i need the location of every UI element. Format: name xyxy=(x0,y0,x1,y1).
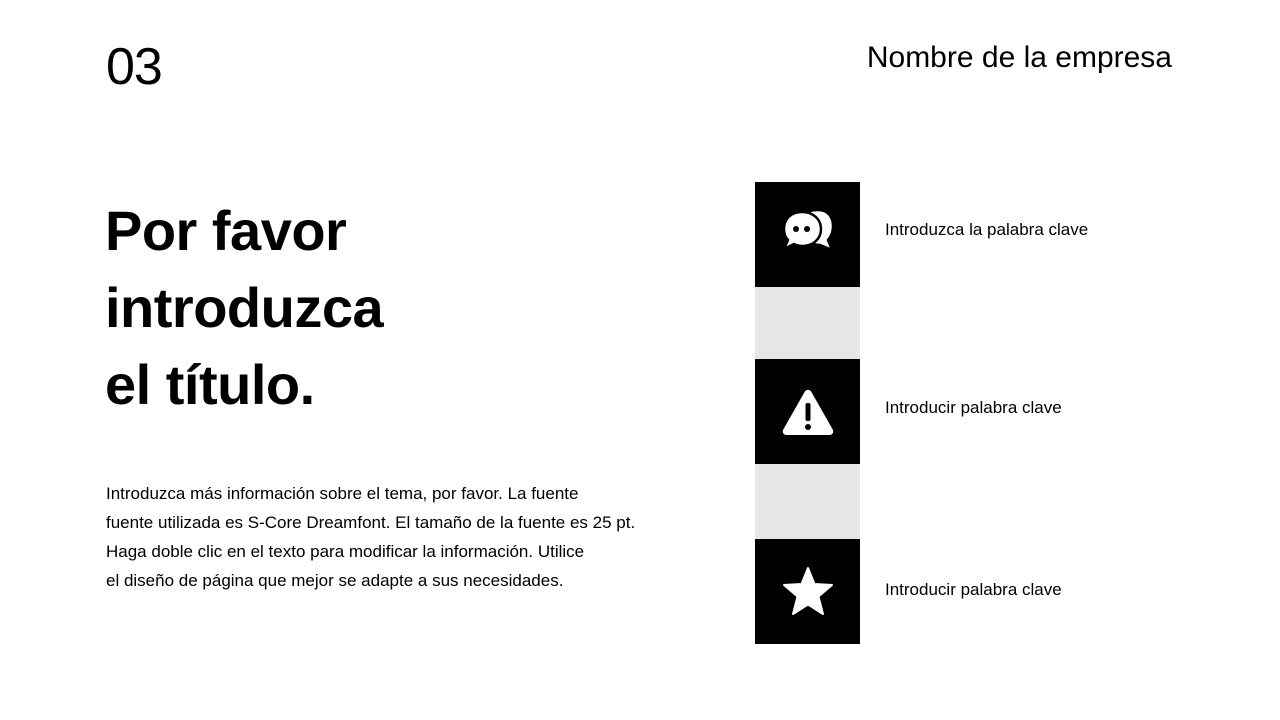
keyword-label-2: Introducir palabra clave xyxy=(885,398,1062,417)
icon-box-warning xyxy=(755,359,860,464)
keyword-label-3: Introducir palabra clave xyxy=(885,580,1062,599)
spacer-block xyxy=(755,287,860,359)
title-line: Por favor xyxy=(105,199,347,262)
body-paragraph xyxy=(106,479,686,595)
keyword-label-1: Introduzca la palabra clave xyxy=(885,220,1089,239)
body-line: fuente utilizada es S-Core Dreamfont. El tamaño de la fuente es 25 pt. xyxy=(106,513,636,532)
body-line: Haga doble clic en el texto para modificar la información. Utilice xyxy=(106,542,585,561)
icon-box-star xyxy=(755,539,860,644)
warning-icon xyxy=(781,388,835,436)
spacer-block xyxy=(755,464,860,539)
page-number: 03 xyxy=(106,38,162,96)
chat-bubbles-icon xyxy=(780,209,836,261)
page-title xyxy=(105,192,383,423)
title-line: introduzca xyxy=(105,276,384,339)
icon-column xyxy=(755,182,860,644)
company-name: Nombre de la empresa xyxy=(866,41,1172,74)
star-icon xyxy=(781,566,835,618)
body-line: Introduzca más información sobre el tema, por favor. La fuente xyxy=(106,484,579,503)
body-line: el diseño de página que mejor se adapte a sus necesidades. xyxy=(106,571,564,590)
title-line: el título. xyxy=(105,353,315,416)
icon-box-chat xyxy=(755,182,860,287)
